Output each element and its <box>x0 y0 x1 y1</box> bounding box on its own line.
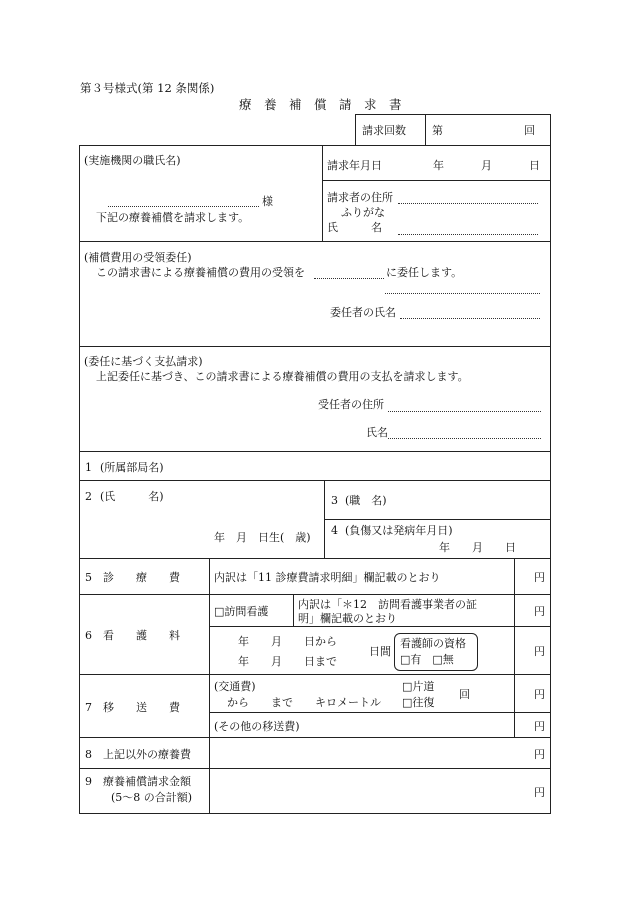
request-count-suffix: 回 <box>524 124 535 137</box>
row6-detail-line1: 内訳は「＊12 訪問看護事業者の証 <box>298 598 477 611</box>
row7-times: 回 <box>459 688 470 701</box>
row6-label: 看 護 料 <box>103 629 180 642</box>
row5-detail-cell <box>209 558 515 595</box>
row7-other-label: (その他の移送費) <box>214 720 300 733</box>
row6-detail-cell <box>293 594 515 627</box>
row8-label-cell <box>79 737 210 769</box>
row9-unit: 円 <box>534 786 545 799</box>
claim-date-cell[interactable] <box>322 145 551 181</box>
delegator-name-field[interactable] <box>400 318 540 319</box>
form-number: 第３号様式(第 12 条関係) <box>80 81 215 95</box>
row6-period-cell[interactable] <box>209 626 515 675</box>
row7-amount2-input[interactable] <box>514 712 551 738</box>
row5-amount-input[interactable] <box>514 558 551 595</box>
row-injury-date[interactable] <box>324 519 551 559</box>
delegation-section <box>79 241 551 347</box>
row2-number: 2 <box>85 490 92 503</box>
agency-statement: 下記の療養補償を請求します。 <box>96 211 250 224</box>
row5-label: 診 療 費 <box>103 571 180 584</box>
row-position[interactable] <box>324 480 551 520</box>
form-title: 療 養 補 償 請 求 書 <box>239 97 402 112</box>
row7-one-way-checkbox[interactable]: □片道 <box>402 680 435 693</box>
row6-number: 6 <box>85 629 92 642</box>
delegation-extra-field[interactable] <box>385 293 540 294</box>
row6-qualification-options[interactable]: □有 □無 <box>400 653 454 666</box>
row7-label: 移 送 費 <box>103 701 180 714</box>
row9-label-cell <box>79 768 210 814</box>
claimant-furigana-label: ふりがな <box>341 206 385 219</box>
agency-label: (実施機関の職氏名) <box>84 154 181 167</box>
row8-label: 上記以外の療養費 <box>103 748 191 761</box>
row4-number: 4 <box>331 524 338 537</box>
delegator-name-label: 委任者の氏名 <box>330 306 396 319</box>
row5-detail: 内訳は「11 診療費請求明細」欄記載のとおり <box>214 571 441 584</box>
row9-label-line1: 療養補償請求金額 <box>103 775 191 788</box>
delegation-heading: (補償費用の受領委任) <box>84 251 192 264</box>
row8-amount-input[interactable] <box>209 737 551 769</box>
request-count-label-cell <box>355 114 426 146</box>
payee-name-label: 氏名 <box>366 426 388 439</box>
claim-date-year: 年 <box>433 159 444 172</box>
row4-date: 年 月 日 <box>439 541 516 554</box>
row9-number: 9 <box>85 775 92 788</box>
claimant-address-field[interactable] <box>398 203 538 204</box>
payment-request-text: 上記委任に基づき、この請求書による療養補償の費用の支払を請求します。 <box>96 370 469 383</box>
row9-amount-input[interactable] <box>209 768 551 814</box>
row7-label-cell <box>79 674 210 738</box>
row7-other-cell[interactable] <box>209 712 515 738</box>
row6-unit: 円 <box>534 605 545 618</box>
payee-name-field[interactable] <box>388 438 541 439</box>
row6-unit2: 円 <box>534 645 545 658</box>
row7-number: 7 <box>85 701 92 714</box>
row8-number: 8 <box>85 748 92 761</box>
payment-request-section <box>79 346 551 452</box>
row1-label: (所属部局名) <box>100 461 164 474</box>
payment-request-heading: (委任に基づく支払請求) <box>84 355 203 368</box>
agency-section <box>79 145 323 242</box>
request-count-prefix: 第 <box>432 124 443 137</box>
row7-round-trip-checkbox[interactable]: □往復 <box>402 696 435 709</box>
row7-unit2: 円 <box>534 720 545 733</box>
payee-address-label: 受任者の住所 <box>318 398 384 411</box>
row6-visit-nursing-checkbox[interactable]: □訪問看護 <box>214 605 269 618</box>
row6-days: 日間 <box>369 645 391 658</box>
row5-number: 5 <box>85 571 92 584</box>
row2-birth: 年 月 日生( 歳) <box>214 531 311 544</box>
row9-label-line2: (5～8 の合計額) <box>111 791 193 804</box>
claim-date-month: 月 <box>481 159 492 172</box>
claim-date-day: 日 <box>529 159 540 172</box>
row6-detail-line2: 明」欄記載のとおり <box>298 612 397 625</box>
row7-amount-input[interactable] <box>514 674 551 713</box>
delegation-text-before: この請求書による療養補償の費用の受領を <box>96 266 305 279</box>
delegation-delegate-field[interactable] <box>314 278 384 279</box>
row6-amount2-input[interactable] <box>514 626 551 675</box>
claimant-info-cell <box>322 180 551 242</box>
row6-to: 年 月 日まで <box>238 655 337 668</box>
claimant-name-field[interactable] <box>398 234 538 235</box>
row6-from: 年 月 日から <box>238 635 337 648</box>
row-name[interactable] <box>79 480 325 559</box>
row6-visit-checkbox-cell[interactable] <box>209 594 294 627</box>
claimant-name-label: 氏 名 <box>327 221 382 234</box>
claimant-address-label: 請求者の住所 <box>327 191 393 204</box>
row3-number: 3 <box>331 494 338 507</box>
row5-unit: 円 <box>534 571 545 584</box>
request-count-input[interactable] <box>425 114 551 146</box>
delegation-text-after: に委任します。 <box>386 266 463 279</box>
row7-unit: 円 <box>534 688 545 701</box>
row8-unit: 円 <box>534 748 545 761</box>
row6-qualification-label: 看護師の資格 <box>400 637 466 650</box>
row7-route: から まで キロメートル <box>227 696 381 709</box>
claim-date-label: 請求年月日 <box>327 159 382 172</box>
row5-label-cell <box>79 558 210 595</box>
row6-amount-input[interactable] <box>514 594 551 627</box>
row4-label: (負傷又は発病年月日) <box>345 524 453 537</box>
agency-honorific: 様 <box>262 195 273 208</box>
row7-transport-cell[interactable] <box>209 674 515 713</box>
row3-label: (職 名) <box>345 494 387 507</box>
agency-name-field[interactable] <box>108 206 259 207</box>
row6-label-cell <box>79 594 210 675</box>
request-count-label: 請求回数 <box>362 124 406 137</box>
row1-number: 1 <box>85 461 92 474</box>
row2-label: (氏 名) <box>100 490 164 503</box>
row7-transport-label: (交通費) <box>214 680 256 693</box>
row-department[interactable] <box>79 451 551 481</box>
payee-address-field[interactable] <box>388 411 541 412</box>
